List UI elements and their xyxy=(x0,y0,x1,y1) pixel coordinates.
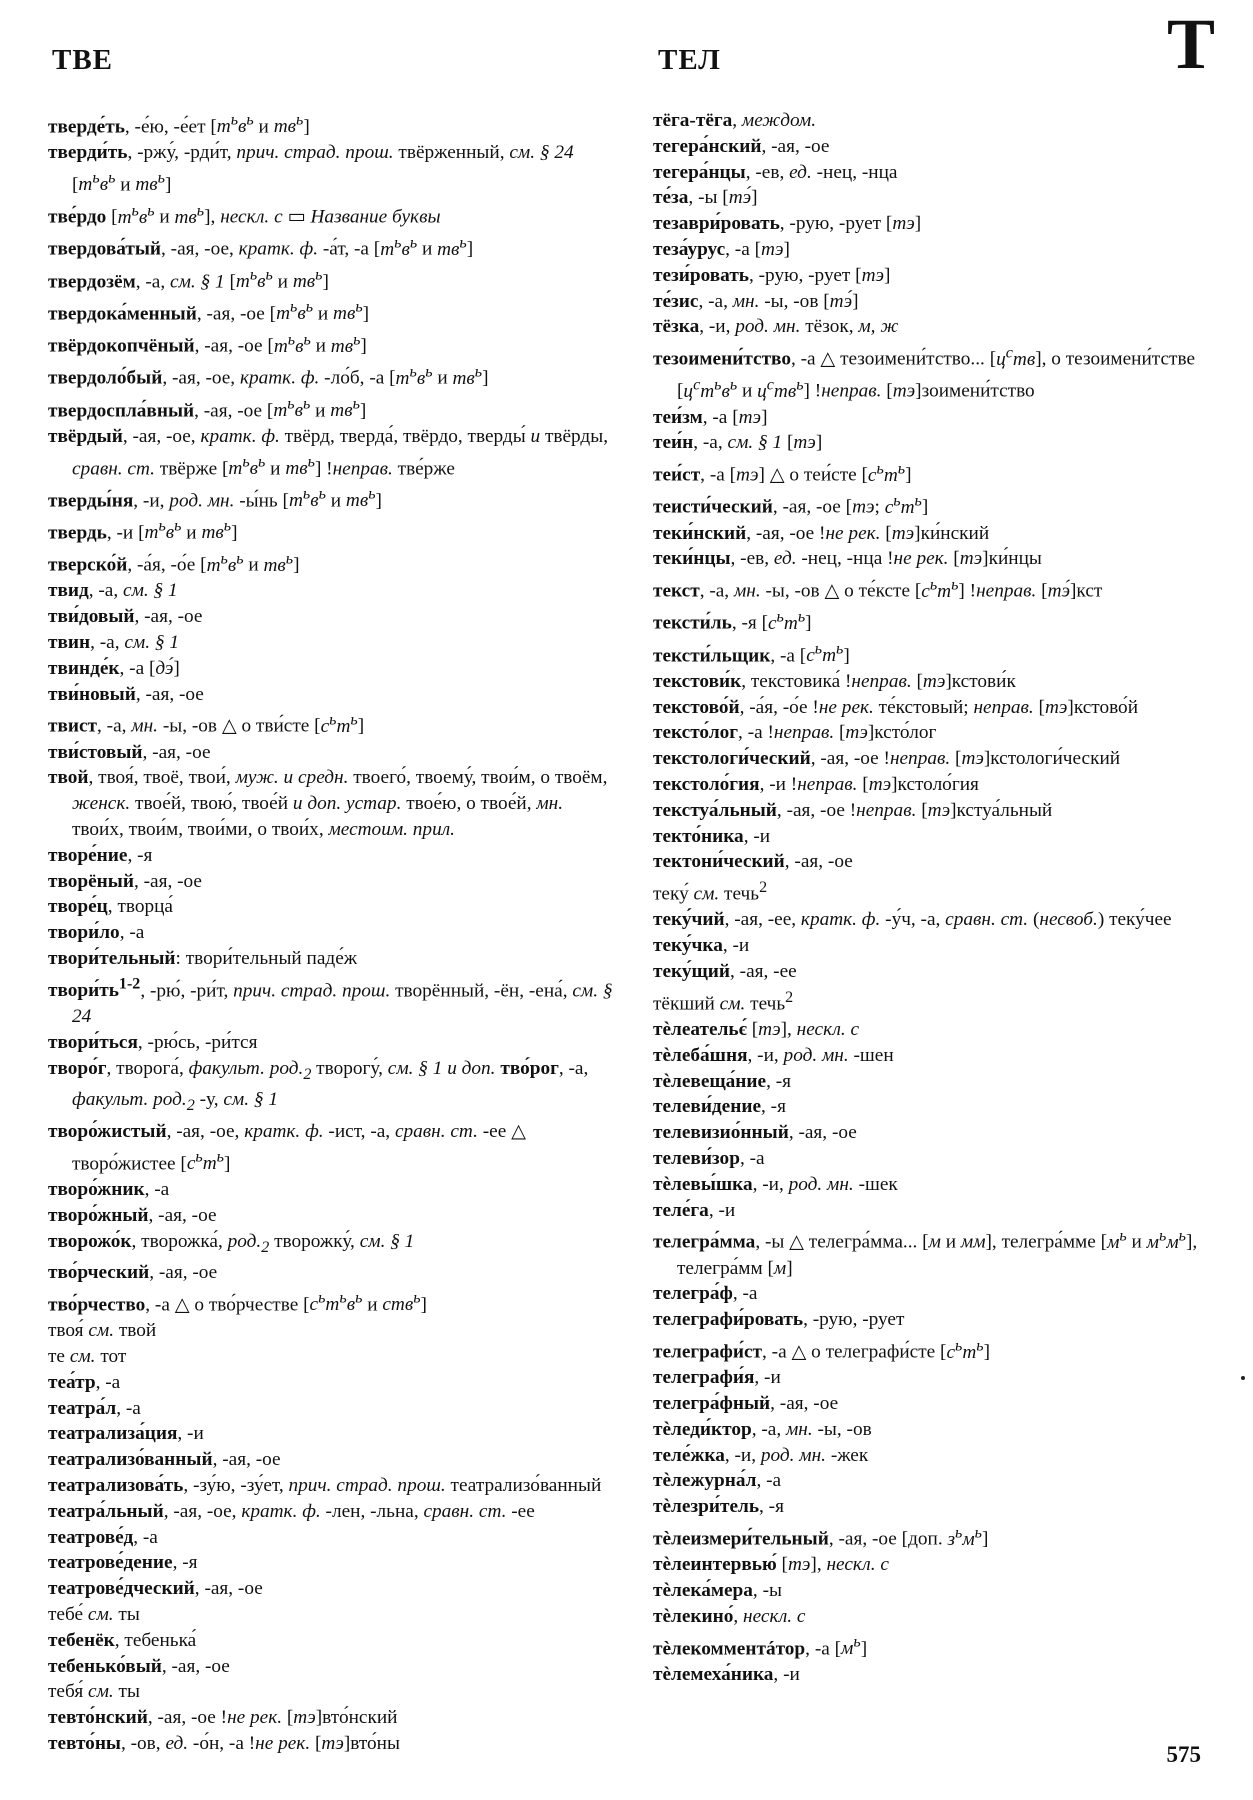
dictionary-entry: тёкший см. течь$^2$ xyxy=(653,988,794,1015)
dictionary-entry: телегра́фный, -ая, -ое xyxy=(653,1393,839,1415)
dictionary-entry: тѐлемеха́ника, -и xyxy=(653,1663,800,1685)
dictionary-entry: теи́зм, -а [тэ] xyxy=(653,406,768,428)
dictionary-entry: твердоло́бый, -ая, -ое, кратк. ф. -ло́б, -а [$т^ьв^ь$ и $тв^ь$] xyxy=(48,363,489,389)
dictionary-entry: тексти́ль, -я $[с^ьт^ь]$ xyxy=(653,608,812,634)
dictionary-entry: твой, твоя́, твоё, твои́, муж. и средн. твоего́, твоему́, твои́м, о твоём, женск. твое́й, твою́, твое́й и доп. устар. твое́ю, о твое́й, мн. твои́х, твои́м, твои́ми, о твои́х, местоим. прил. xyxy=(48,767,608,841)
dictionary-entry: те́зис, -а, мн. -ы, -ов [тэ́] xyxy=(653,290,859,312)
dictionary-entry: твид, -а, см. § 1 xyxy=(48,580,178,602)
page-number: 575 xyxy=(1166,1742,1201,1767)
dictionary-entry: текстово́й, -а́я, -о́е !не рек. те́кстовый; неправ. [тэ]кстово́й xyxy=(653,696,1139,718)
dictionary-entry: теи́н, -а, см. § 1 [тэ] xyxy=(653,432,823,454)
dictionary-entry: телеграфи́ст, -а △ о телеграфи́сте $[с^ьт^ь]$ xyxy=(653,1337,991,1363)
dictionary-entry: телегра́мма, -ы △ телегра́мма... [м и мм], телегра́мме [$м^ь$ и $м^ьм^ь$], телегра́мм [м] xyxy=(653,1227,1198,1279)
dictionary-entry: телевизио́нный, -ая, -ое xyxy=(653,1122,857,1144)
dictionary-entry: театрализа́ция, -и xyxy=(48,1423,204,1445)
dictionary-entry: тѐлевеща́ние, -я xyxy=(653,1070,792,1092)
dictionary-entry: твердова́тый, -ая, -ое, кратк. ф. -а́т, -а [$т^ьв^ь$ и $тв^ь$] xyxy=(48,234,474,260)
dictionary-entry: те́за, -ы [тэ́] xyxy=(653,187,758,209)
dictionary-entry: тѐлеательє́ [тэ], нескл. с xyxy=(653,1019,860,1041)
dictionary-entry: тѐлеба́шня, -и, род. мн. -шен xyxy=(653,1044,894,1066)
dictionary-entry: твердь, -и [$т^ьв^ь$ и $тв^ь$] xyxy=(48,518,238,544)
dictionary-entry: тви́новый, -ая, -ое xyxy=(48,683,204,705)
dictionary-entry: тегера́нцы, -ев, ед. -нец, -нца xyxy=(653,161,898,183)
dictionary-entry: тезаври́ровать, -рую, -рует [тэ] xyxy=(653,213,922,235)
dictionary-entry: тексто́лог, -а !неправ. [тэ]ксто́лог xyxy=(653,722,937,744)
dictionary-entry: тегера́нский, -ая, -ое xyxy=(653,135,830,157)
dictionary-entry: тви́стовый, -ая, -ое xyxy=(48,741,211,763)
running-head-right: ТЕЛ xyxy=(658,44,721,76)
dictionary-entry: тверди́ть, -ржу́, -рди́т, прич. страд. прош. твёрженный, см. § 24 [$т^ьв^ь$ и $тв^ь$] xyxy=(48,142,574,196)
dictionary-entry: творо́г, творога́, факульт. $род._2$ творогу́, см. § 1 и доп. тво́рог, -а, факульт. $род._2$ -у, см. § 1 xyxy=(48,1057,589,1115)
dictionary-entry: тѐлекино́, нескл. с xyxy=(653,1605,806,1627)
dictionary-entry: твердозём, -а, см. § 1 [$т^ьв^ь$ и $тв^ь$] xyxy=(48,266,329,293)
dictionary-entry: творе́ние, -я xyxy=(48,844,153,866)
dictionary-entry: тевто́ны, -ов, ед. -о́н, -а !не рек. [тэ]вто́ны xyxy=(48,1732,400,1754)
dictionary-entry: твёрдокопчёный, -ая, -ое [$т^ьв^ь$ и $тв^ь$] xyxy=(48,331,367,357)
dictionary-entry: телеви́зор, -а xyxy=(653,1148,765,1170)
dictionary-entry: тве́рдо [$т^ьв^ь$ и $тв^ь$], нескл. с ▭ Название буквы xyxy=(48,202,441,228)
dictionary-entry: теле́жка, -и, род. мн. -жек xyxy=(653,1444,869,1466)
dictionary-entry: тѐлежурна́л, -а xyxy=(653,1470,782,1492)
dictionary-entry: тёзка, -и, род. мн. тёзок, м, ж xyxy=(653,316,899,338)
dictionary-entry: тво́рчество, -а △ о тво́рчестве [$с^ьт^ьв^ь$ и ств$^ь$] xyxy=(48,1290,427,1316)
dictionary-entry: теи́ст, -а [тэ] △ о теи́сте $[с^ьт^ь]$ xyxy=(653,460,912,486)
dictionary-entry: теки́нский, -ая, -ое !не рек. [тэ]ки́нский xyxy=(653,522,990,544)
dictionary-entry: тво́рческий, -ая, -ое xyxy=(48,1262,218,1284)
dictionary-entry: тебенёк, тебенька́ xyxy=(48,1629,197,1651)
dictionary-entry: тези́ровать, -рую, -рует [тэ] xyxy=(653,264,891,286)
dictionary-entry: теза́урус, -а [тэ] xyxy=(653,238,790,260)
margin-mark xyxy=(1241,1376,1245,1380)
dictionary-entry: театрове́дение, -я xyxy=(48,1552,198,1574)
dictionary-entry: тѐлека́мера, -ы xyxy=(653,1580,782,1602)
dictionary-entry: тверде́ть, -е́ю, -е́ет [$т^ьв^ь$ и $тв^ь$] xyxy=(48,112,310,138)
dictionary-entry: телеви́дение, -я xyxy=(653,1096,786,1118)
dictionary-entry: телеграфи́ровать, -рую, -рует xyxy=(653,1309,905,1331)
dictionary-entry: текто́ника, -и xyxy=(653,825,771,847)
dictionary-entry: твердоспла́вный, -ая, -ое [$т^ьв^ь$ и $тв^ь$] xyxy=(48,395,367,421)
dictionary-entry: теа́тр, -а xyxy=(48,1371,121,1393)
dictionary-entry: твори́ться, -рю́сь, -ри́тся xyxy=(48,1031,258,1053)
dictionary-entry: творо́жистый, -ая, -ое, кратк. ф. -ист, -а, сравн. ст. -ее △ творо́жистее $[с^ьт^ь]$ xyxy=(48,1120,526,1175)
dictionary-entry: твист, -а, мн. -ы, -ов △ о тви́сте $[с^ьт^ь]$ xyxy=(48,711,365,737)
dictionary-entry: театра́л, -а xyxy=(48,1397,141,1419)
dictionary-entry: теле́га, -и xyxy=(653,1199,736,1221)
dictionary-entry: творожо́к, творожка́, $род._2$ творожку́, см. § 1 xyxy=(48,1230,415,1256)
dictionary-entry: теки́нцы, -ев, ед. -нец, -нца !не рек. [тэ]ки́нцы xyxy=(653,548,1042,570)
dictionary-entry: теку́щий, -ая, -ее xyxy=(653,961,797,983)
dictionary-entry: тверды́ня, -и, род. мн. -ы́нь [$т^ьв^ь$ и $тв^ь$] xyxy=(48,485,382,512)
dictionary-entry: теисти́ческий, -ая, -ое [тэ; $с^ьт^ь$] xyxy=(653,492,929,518)
dictionary-entry: тѐлевы́шка, -и, род. мн. -шек xyxy=(653,1173,898,1195)
dictionary-entry: телегра́ф, -а xyxy=(653,1283,758,1305)
dictionary-entry: текст, -а, мн. -ы, -ов △ о те́ксте $[с^ьт^ь]$ !неправ. [тэ́]кст xyxy=(653,576,1103,602)
dictionary-entry: тебе́ см. ты xyxy=(48,1603,140,1625)
dictionary-entry: театрове́дческий, -ая, -ое xyxy=(48,1578,263,1600)
dictionary-entry: театрове́д, -а xyxy=(48,1526,158,1548)
dictionary-entry: творо́жный, -ая, -ое xyxy=(48,1204,217,1226)
running-head-left: ТВЕ xyxy=(52,44,114,76)
dictionary-entry: твин, -а, см. § 1 xyxy=(48,632,179,654)
dictionary-entry: театрализова́ть, -зу́ю, -зу́ет, прич. страд. прош. театрализо́ванный xyxy=(48,1475,602,1496)
dictionary-entry: телеграфи́я, -и xyxy=(653,1367,781,1389)
dictionary-entry: твинде́к, -а [дэ́] xyxy=(48,657,180,679)
dictionary-entry: творёный, -ая, -ое xyxy=(48,870,202,892)
dictionary-entry: текстови́к, текстовика́ !неправ. [тэ]кстови́к xyxy=(653,670,1016,692)
dictionary-entry: те см. тот xyxy=(48,1346,127,1368)
dictionary-entry: текстологи́ческий, -ая, -ое !неправ. [тэ]кстологи́ческий xyxy=(653,748,1121,770)
right-column xyxy=(653,108,1219,1688)
dictionary-entry: твёрдый, -ая, -ое, кратк. ф. твёрд, тверда́, твёрдо, тверды́ и твёрды, сравн. ст. твёрже [$т^ьв^ь$ и $тв^ь$] !неправ. тве́рже xyxy=(48,425,609,479)
dictionary-entry: твори́ло, -а xyxy=(48,922,145,944)
dictionary-entry: теку́чка, -и xyxy=(653,935,750,957)
dictionary-entry: тѐлеизмери́тельный, -ая, -ое [доп. $з^ьм^ь$] xyxy=(653,1524,989,1550)
dictionary-entry: творе́ц, творца́ xyxy=(48,896,173,918)
dictionary-entry: текстуа́льный, -ая, -ое !неправ. [тэ]кстуа́льный xyxy=(653,799,1053,821)
dictionary-entry: тёга-тёга, междом. xyxy=(653,110,817,131)
dictionary-entry: театрализо́ванный, -ая, -ое xyxy=(48,1449,281,1471)
dictionary-entry: тѐлекомментáтор, -а $[м^ь]$ xyxy=(653,1633,868,1660)
left-column xyxy=(48,108,614,1757)
section-letter: Т xyxy=(1166,4,1215,84)
dictionary-entry: тебя́ см. ты xyxy=(48,1681,140,1703)
dictionary-entry: тверско́й, -а́я, -о́е [$т^ьв^ь$ и $тв^ь$] xyxy=(48,550,300,576)
dictionary-entry: твоя́ см. твой xyxy=(48,1320,157,1342)
dictionary-entry: теку́ см. течь$^2$ xyxy=(653,879,768,905)
dictionary-entry: тви́довый, -ая, -ое xyxy=(48,606,203,628)
dictionary-entry: тѐлеинтервью́ [тэ], нескл. с xyxy=(653,1554,889,1576)
dictionary-entry: теку́чий, -ая, -ее, кратк. ф. -у́ч, -а, сравн. ст. (несвоб.) теку́чее xyxy=(653,909,1172,931)
dictionary-entry: твори́тельный: твори́тельный паде́ж xyxy=(48,948,358,970)
dictionary-entry: тѐледи́ктор, -а, мн. -ы, -ов xyxy=(653,1418,872,1440)
dictionary-entry: творо́жник, -а xyxy=(48,1178,170,1200)
dictionary-entry: твердока́менный, -ая, -ое [$т^ьв^ь$ и $тв^ь$] xyxy=(48,298,370,325)
dictionary-entry: текстоло́гия, -и !неправ. [тэ]кстоло́гия xyxy=(653,774,979,796)
dictionary-entry: тектони́ческий, -ая, -ое xyxy=(653,851,853,873)
dictionary-entry: тевто́нский, -ая, -ое !не рек. [тэ]вто́нский xyxy=(48,1707,398,1729)
dictionary-entry: тебенько́вый, -ая, -ое xyxy=(48,1655,230,1677)
dictionary-entry: тезоимени́тство, -а △ тезоимени́тство... $[ц^ств]$, о тезоимени́тстве [$ц^ст^ьв^ь$ и $ц^ств^ь$] !неправ. [тэ]зоимени́тство xyxy=(653,344,1195,402)
dictionary-entry: тѐлезри́тель, -я xyxy=(653,1496,784,1518)
dictionary-entry: тексти́льщик, -а $[с^ьт^ь]$ xyxy=(653,640,850,667)
dictionary-entry: $твори́ть^{1-2}$, -рю́, -ри́т, прич. страд. прош. творённый, -ён, -ена́, см. § 24 xyxy=(48,975,613,1028)
dictionary-entry: театра́льный, -ая, -ое, кратк. ф. -лен, -льна, сравн. ст. -ее xyxy=(48,1500,535,1522)
